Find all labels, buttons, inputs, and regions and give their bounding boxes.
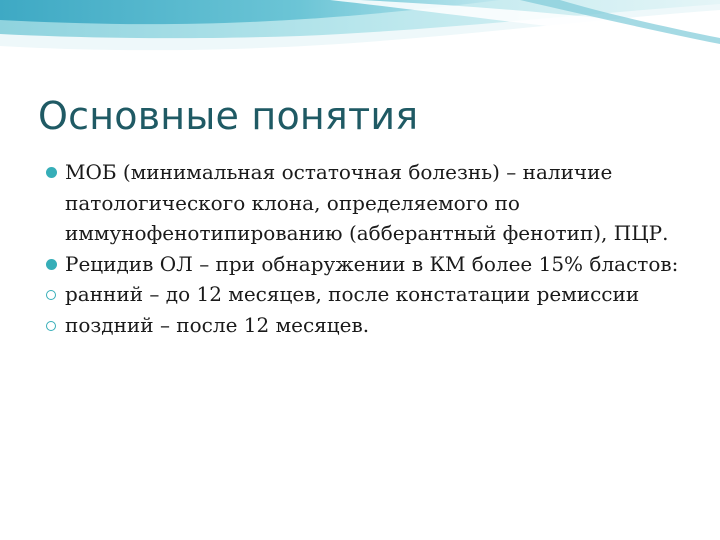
slide-title: Основные понятия	[38, 94, 419, 138]
bullet-list	[44, 157, 684, 340]
filled-bullet-icon	[46, 259, 57, 270]
list-item	[44, 279, 684, 310]
list-item-text: ранний – до 12 месяцев, после констатации ремиссии	[65, 282, 640, 306]
list-item-text: МОБ (минимальная остаточная болезнь) – наличие патологического клона, определяемого по иммунофенотипированию (абберантный фенотип), ПЦР.	[65, 160, 669, 245]
list-item-text: поздний – после 12 месяцев.	[65, 312, 370, 337]
header-wave-decoration	[0, 0, 720, 90]
hollow-bullet-icon	[46, 321, 56, 331]
list-item	[44, 310, 684, 341]
list-item	[44, 157, 684, 249]
list-item-text: Рецидив ОЛ – при обнаружении в КМ более 15% бластов:	[65, 251, 679, 276]
list-item	[44, 249, 684, 280]
hollow-bullet-icon	[46, 290, 56, 300]
filled-bullet-icon	[46, 167, 57, 178]
